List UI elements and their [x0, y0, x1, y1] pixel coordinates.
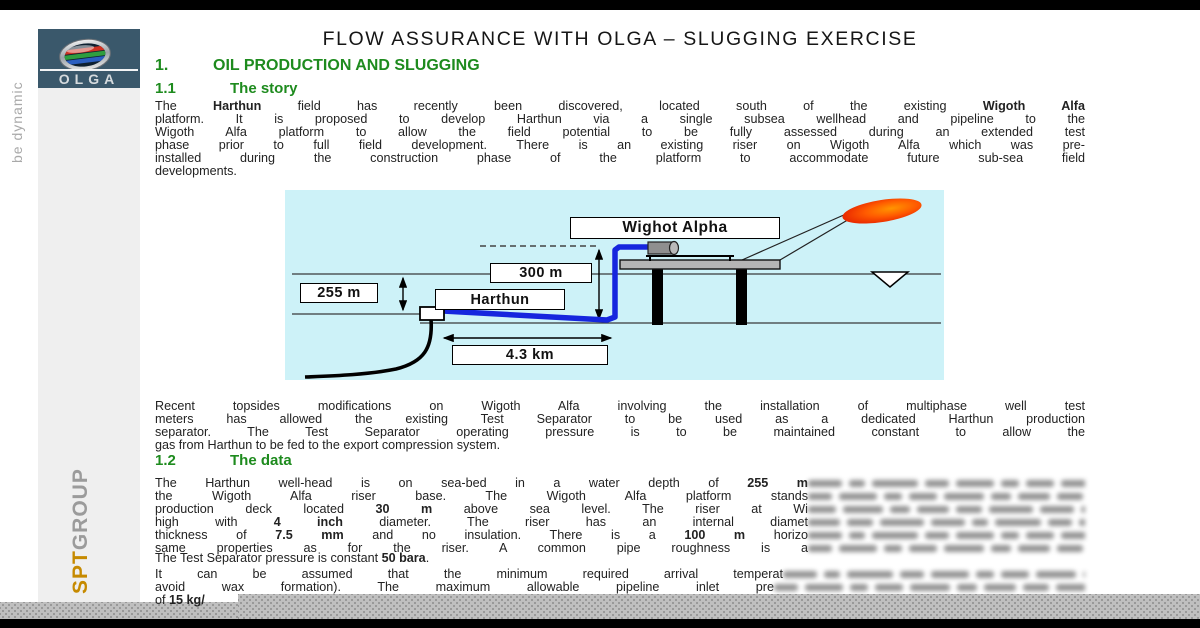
text-line: installed during the construction phase of the platform to accommodate future sub-sea field: [155, 151, 1085, 165]
redacted-text: [783, 568, 1085, 581]
redacted-text: [808, 477, 1085, 490]
separator-pressure-line: The Test Separator pressure is constant 50 bara.: [155, 551, 430, 565]
text-line: Recent topsides modifications on Wigoth Alfa involving the installation of multiphase well test: [155, 399, 1085, 413]
diagram-label-distance: 4.3 km: [452, 345, 608, 365]
section-1-label: OIL PRODUCTION AND SLUGGING: [213, 57, 480, 74]
group-wordmark-part: GROUP: [69, 468, 92, 551]
redacted-text: [808, 503, 1085, 516]
topsides-paragraph: [155, 400, 1085, 452]
text-line: avoid wax formation). The maximum allowable pipeline inlet pre: [155, 581, 1085, 594]
separator-vessel-cap: [670, 242, 679, 255]
text-line: developments.: [155, 164, 237, 178]
text-line: of 15 kg/: [155, 593, 205, 607]
text-line: same properties as for the riser. A common pipe roughness is a: [155, 542, 1085, 555]
text-line: meters has allowed the existing Test Separator to be used as a dedicated Harthun production: [155, 412, 1085, 426]
section-1-1-label: The story: [230, 80, 298, 97]
section-1-2-number: 1.2: [155, 452, 176, 469]
section-1-2-heading: [155, 452, 292, 469]
arrival-paragraph: [155, 568, 1085, 607]
diagram-label-riser-height: 300 m: [490, 263, 592, 283]
text-line: gas from Harthun to be fed to the export compression system.: [155, 438, 501, 452]
spt-group-wordmark: [69, 468, 93, 594]
platform-deck: [620, 260, 780, 269]
story-paragraph: [155, 100, 1085, 178]
water-level-symbol: [872, 272, 908, 287]
text-line: separator. The Test Separator operating pressure is to be maintained constant to allow the: [155, 425, 1085, 439]
olga-wordmark: OLGA: [58, 71, 120, 87]
section-1-2-label: The data: [230, 452, 292, 469]
redacted-text: [808, 529, 1085, 542]
text-line: the Wigoth Alfa riser base. The Wigoth Alfa platform stands: [155, 490, 1085, 503]
page-title: FLOW ASSURANCE WITH OLGA – SLUGGING EXERCISE: [322, 28, 918, 50]
tagline-be-dynamic: be dynamic: [9, 81, 25, 163]
data-paragraph: [155, 477, 1085, 555]
text-line: It can be assumed that the minimum required arrival temperat: [155, 568, 1085, 581]
text-line: phase prior to full field development. There is an existing riser on Wigoth Alfa which was pre-: [155, 138, 1085, 152]
text-line: The Harthun well-head is on sea-bed in a water depth of 255 m: [155, 477, 1085, 490]
section-1-number: 1.: [155, 57, 169, 74]
text-line: platform. It is proposed to develop Harthun via a single subsea wellhead and pipeline to the: [155, 112, 1085, 126]
redacted-text: [774, 581, 1085, 594]
diagram-label-well: Harthun: [435, 289, 565, 310]
redacted-text: [808, 490, 1085, 503]
text-line: The Harthun field has recently been discovered, located south of the existing Wigoth Alfa: [155, 99, 1085, 113]
text-line: Wigoth Alfa platform to allow the field potential to be fully assessed during an extended test: [155, 125, 1085, 139]
redacted-text: [808, 516, 1085, 529]
bottom-letterbox-bar: [0, 619, 1200, 628]
diagram-label-water-depth: 255 m: [300, 283, 378, 303]
diagram-label-platform: Wighot Alpha: [570, 217, 780, 239]
text-line: thickness of 7.5 mm and no insulation. There is a 100 m horizo: [155, 529, 1085, 542]
text-line: production deck located 30 m above sea level. The riser at Wi: [155, 503, 1085, 516]
top-letterbox-bar: [0, 0, 1200, 10]
well-bore-line: [305, 319, 431, 377]
spt-wordmark-part: SPT: [69, 550, 92, 594]
text-line: high with 4 inch diameter. The riser has an internal diamet: [155, 516, 1085, 529]
platform-leg: [652, 269, 663, 325]
section-1-1-heading: [155, 80, 298, 97]
section-1-1-number: 1.1: [155, 80, 176, 97]
flare-flame: [841, 194, 923, 228]
field-schematic-diagram: [285, 190, 944, 380]
section-1-heading: [155, 57, 480, 75]
platform-leg-2: [736, 269, 747, 325]
